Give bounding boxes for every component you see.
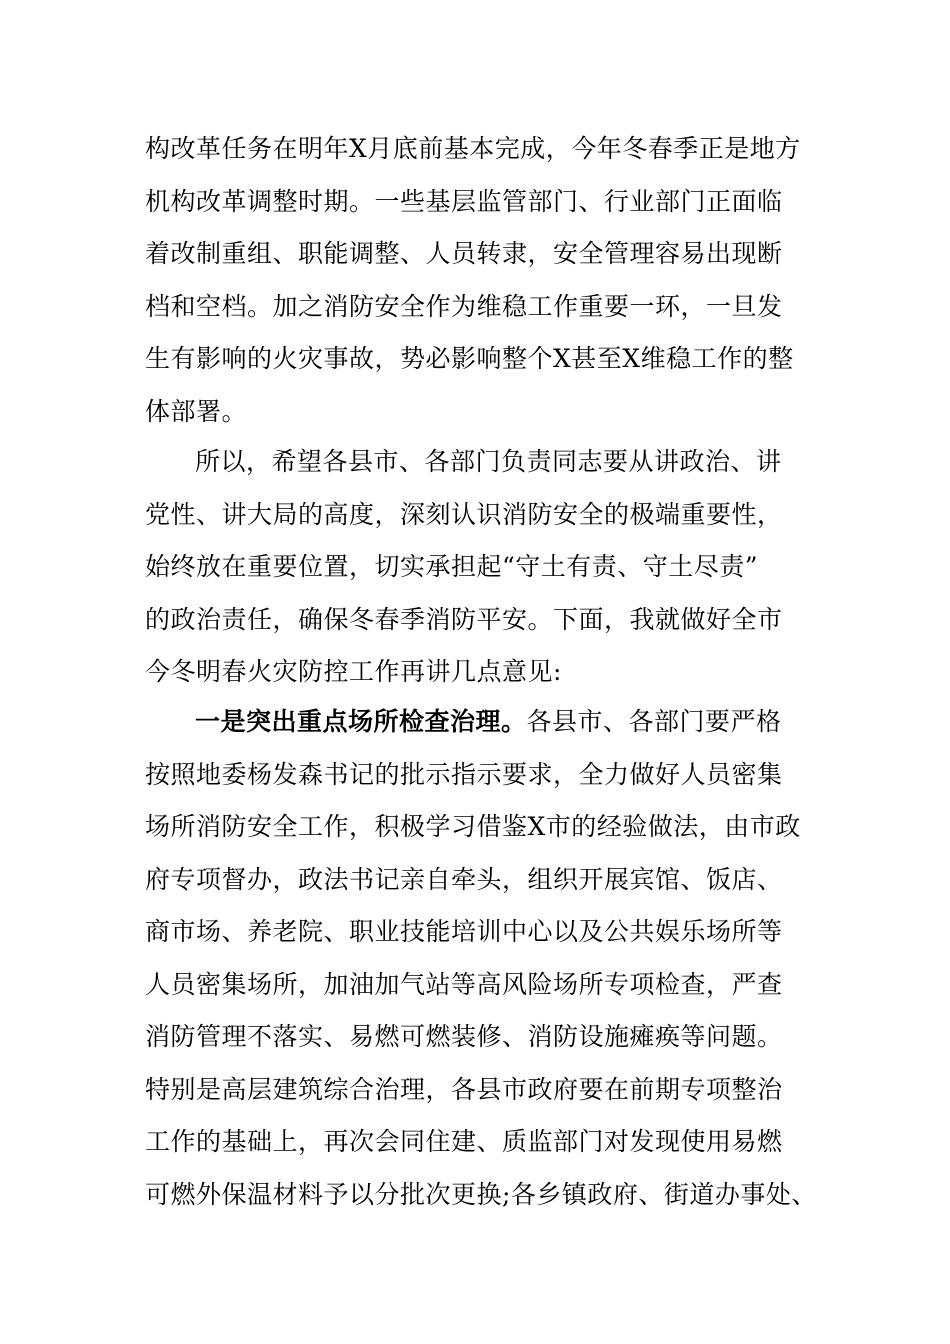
text-line: 的政治责任，确保冬春季消防平安。下面，我就做好全市 [145, 604, 783, 634]
text-line: 始终放在重要位置，切实承担起“守土有责、守土尽责” [145, 552, 759, 581]
text-line: 着改制重组、职能调整、人员转隶，安全管理容易出现断 [145, 239, 783, 268]
section-heading: 一是突出重点场所检查治理。 [195, 707, 527, 736]
text-line: 按照地委杨发森书记的批示指示要求，全力做好人员密集 [145, 759, 783, 789]
text-line: 构改革任务在明年X月底前基本完成，今年冬春季正是地方 [145, 134, 801, 163]
text-line: 消防管理不落实、易燃可燃装修、消防设施瘫痪等问题。 [145, 1022, 783, 1051]
text-line: 机构改革调整时期。一些基层监管部门、行业部门正面临 [145, 186, 783, 216]
text-line: 所以，希望各县市、各部门负责同志要从讲政治、讲 [195, 447, 782, 476]
text-line: 场所消防安全工作，积极学习借鉴X市的经验做法，由市政 [145, 812, 801, 841]
text-line: 档和空档。加之消防安全作为维稳工作重要一环，一旦发 [145, 291, 783, 321]
text-line: 商市场、养老院、职业技能培训中心以及公共娱乐场所等 [145, 917, 783, 946]
text-line: 体部署。 [145, 396, 248, 426]
text-line: 府专项督办，政法书记亲自牵头，组织开展宾馆、饭店、 [145, 864, 783, 894]
text-line: 党性、讲大局的高度，深刻认识消防安全的极端重要性， [145, 499, 783, 529]
text-run: 各县市、各部门要严格 [526, 707, 782, 736]
paragraph-1 [145, 123, 825, 438]
text-line: 特别是高层建筑综合治理，各县市政府要在前期专项整治 [145, 1074, 783, 1104]
text-line: 生有影响的火灾事故，势必影响整个X甚至X维稳工作的整 [145, 344, 794, 373]
text-line: 工作的基础上，再次会同住建、质监部门对发现使用易燃 [145, 1127, 783, 1156]
text-line: 今冬明春火灾防控工作再讲几点意见: [145, 657, 562, 686]
paragraph-2 [145, 436, 825, 699]
paragraph-3 [145, 696, 825, 1221]
text-line: 人员密集场所，加油加气站等高风险场所专项检查，严查 [145, 969, 783, 999]
text-line: 可燃外保温材料予以分批次更换;各乡镇政府、街道办事处、 [145, 1179, 817, 1209]
text-line-first [145, 696, 825, 749]
